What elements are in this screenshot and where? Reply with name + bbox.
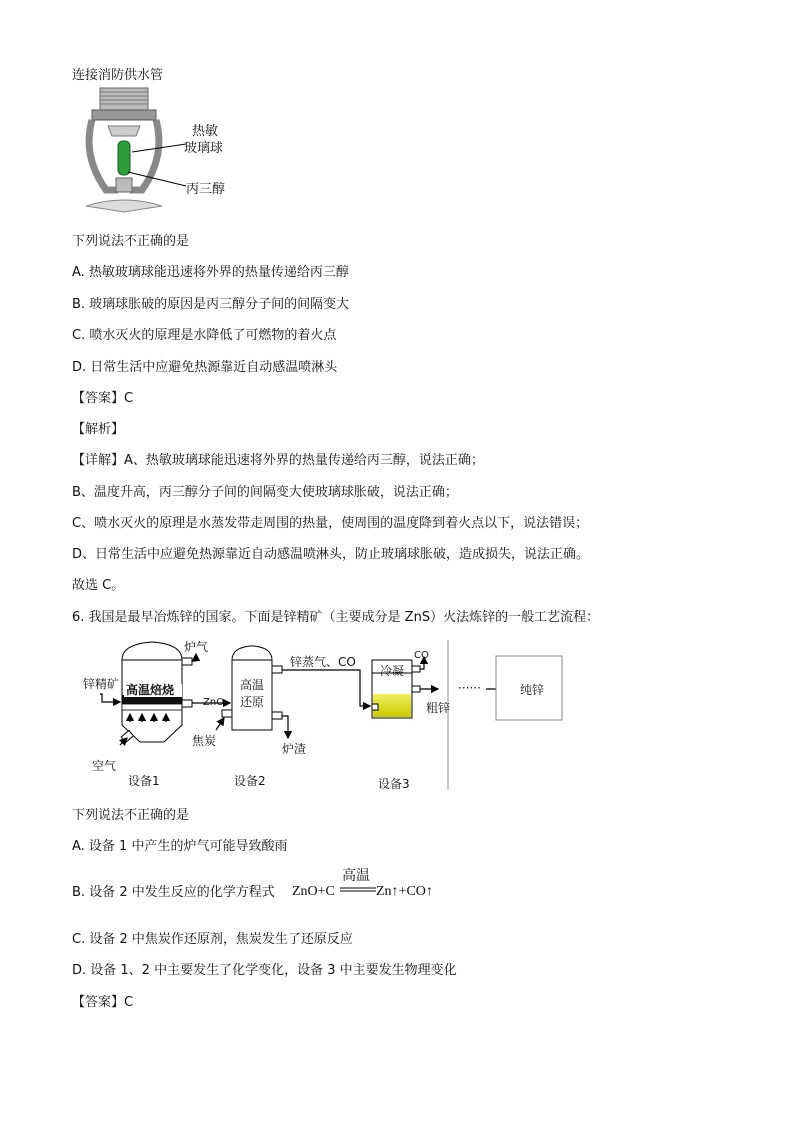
q6-option-c: C. 设备 2 中焦炭作还原剂，焦炭发生了还原反应 xyxy=(72,932,353,947)
label-pure-zinc: 纯锌 xyxy=(520,683,545,697)
q5-conclusion: 故选 C。 xyxy=(72,578,125,593)
label-device-1: 设备1 xyxy=(128,774,160,788)
q6-stem: 6. 我国是最早冶炼锌的国家。下面是锌精矿（主要成分是 ZnS）火法炼锌的一般工艺流程： xyxy=(72,610,600,625)
q6-option-a: A. 设备 1 中产生的炉气可能导致酸雨 xyxy=(72,839,288,854)
q5-analysis-tag: 【解析】 xyxy=(72,422,125,437)
label-high-temp: 高温 xyxy=(240,678,265,692)
label-roast: 高温焙烧 xyxy=(126,683,175,697)
label-glass-1: 热敏 xyxy=(192,124,219,139)
q5-option-d: D. 日常生活中应避免热源靠近自动感温喷淋头 xyxy=(72,360,338,375)
q5-detail-line-d: D、日常生活中应避免热源靠近自动感温喷淋头，防止玻璃球胀破，造成损失，说法正确。 xyxy=(72,547,590,562)
label-slag: 炉渣 xyxy=(282,742,307,756)
q6-stem-2: 下列说法不正确的是 xyxy=(72,808,190,823)
q6-option-b-text: B. 设备 2 中发生反应的化学方程式 xyxy=(72,885,275,900)
label-zinc-vapor: 锌蒸气、CO xyxy=(290,655,356,669)
answer-tag: 【答案】 xyxy=(72,995,125,1010)
q5-detail-line-c: C、喷水灭火的原理是水蒸发带走周围的热量，使周围的温度降到着火点以下，说法错误； xyxy=(72,516,589,531)
q5-option-b: B. 玻璃球胀破的原因是丙三醇分子间的间隔变大 xyxy=(72,297,350,312)
detail-tag: 【详解】 xyxy=(72,453,125,468)
label-condense: 冷凝 xyxy=(380,664,405,678)
label-zinc-ore: 锌精矿 xyxy=(83,677,120,691)
label-liquid: 丙三醇 xyxy=(186,182,226,197)
answer-tag: 【答案】 xyxy=(72,391,125,406)
label-glass-2: 玻璃球 xyxy=(184,141,224,156)
label-coke: 焦炭 xyxy=(192,734,217,748)
q5-stem: 下列说法不正确的是 xyxy=(72,234,190,249)
detail-text-a: A、热敏玻璃球能迅速将外界的热量传递给丙三醇，说法正确； xyxy=(124,453,484,468)
q5-option-a: A. 热敏玻璃球能迅速将外界的热量传递给丙三醇 xyxy=(72,265,349,280)
label-device-3: 设备3 xyxy=(378,777,410,791)
equation-equals-sign xyxy=(340,887,376,893)
equation-condition: 高温 xyxy=(342,868,370,884)
answer-value: C xyxy=(124,995,134,1010)
answer-value: C xyxy=(124,391,134,406)
q5-detail-line-b: B、温度升高，丙三醇分子间的间隔变大使玻璃球胀破，说法正确； xyxy=(72,485,458,500)
label-dots: ······ xyxy=(458,681,481,695)
q5-detail-line-a xyxy=(72,453,484,469)
label-furnace-gas: 炉气 xyxy=(184,640,209,654)
label-air: 空气 xyxy=(92,759,117,773)
equation-rhs: Zn↑+CO↑ xyxy=(376,884,433,899)
q6-option-d: D. 设备 1、2 中主要发生了化学变化，设备 3 中主要发生物理变化 xyxy=(72,963,457,978)
label-zno: ZnO xyxy=(203,697,225,708)
label-crude-zinc: 粗锌 xyxy=(426,701,451,715)
sprinkler-figure xyxy=(78,86,268,218)
label-device-2: 设备2 xyxy=(234,774,266,788)
q6-answer xyxy=(72,995,133,1011)
label-reduce: 还原 xyxy=(240,695,265,709)
q5-option-c: C. 喷水灭火的原理是水降低了可燃物的着火点 xyxy=(72,328,337,343)
q5-answer xyxy=(72,391,133,407)
label-co: CO xyxy=(414,650,429,661)
equation-lhs: ZnO+C xyxy=(292,884,335,899)
sprinkler-caption: 连接消防供水管 xyxy=(72,68,164,83)
